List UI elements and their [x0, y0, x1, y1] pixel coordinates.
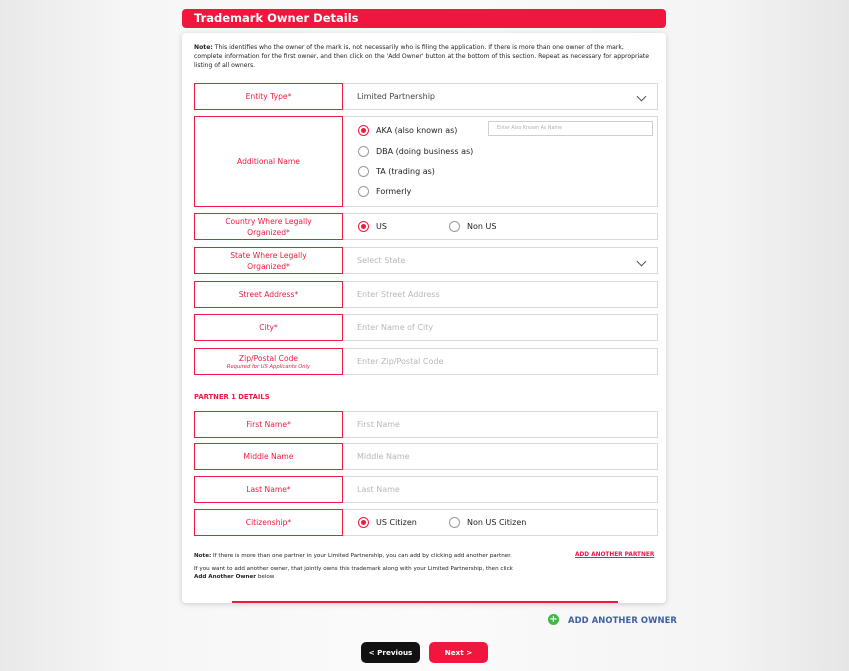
- radio-option-us-citizen[interactable]: [358, 517, 417, 528]
- partner-note-text: If there is more than one partner in your Limited Partnership, you can add by clicking add another partner.: [213, 553, 512, 559]
- country-label: [194, 213, 343, 240]
- middle-name-placeholder: Middle Name: [357, 452, 410, 461]
- section-header: Trademark Owner Details: [182, 9, 666, 28]
- radio-non-us-citizen[interactable]: [449, 517, 460, 528]
- radio-ta[interactable]: [358, 166, 369, 177]
- city-label-text: City*: [259, 323, 278, 332]
- zip-label-text: Zip/Postal Code: [238, 353, 299, 363]
- street-label: [194, 281, 343, 308]
- partner-section-title: PARTNER 1 DETAILS: [194, 393, 270, 401]
- owner-details-card: [182, 33, 666, 603]
- street-input[interactable]: [343, 281, 658, 308]
- state-placeholder: Select State: [357, 256, 406, 265]
- aka-label: AKA (also known as): [376, 126, 458, 135]
- middle-name-label: [194, 443, 343, 470]
- plus-circle-icon: +: [549, 614, 558, 625]
- radio-non-us[interactable]: [449, 221, 460, 232]
- country-label-text: Country Where Legally Organized*: [225, 216, 312, 237]
- owner-note: [194, 43, 654, 70]
- state-select[interactable]: [343, 247, 658, 274]
- radio-option-us[interactable]: [358, 221, 387, 232]
- add-another-owner-button[interactable]: [548, 614, 677, 625]
- city-input[interactable]: [343, 314, 658, 341]
- entity-type-value: Limited Partnership: [357, 92, 435, 101]
- note-text: This identifies who the owner of the mark is, not necessarily who is filing the application. If there is more than one owner of the mark, complete information for the first owner, and then click on the 'Add Owner' button at the bottom of this section. Repeat as necessary for appropriate listing of all owners.: [194, 44, 650, 69]
- last-name-label: [194, 476, 343, 503]
- zip-sublabel: Required for US Applicants Only: [226, 363, 311, 370]
- middle-name-label-text: Middle Name: [243, 452, 294, 461]
- street-label-text: Street Address*: [238, 290, 299, 299]
- card-accent-line: [232, 601, 618, 603]
- state-label-text: State Where Legally Organized*: [230, 250, 307, 271]
- owner-note-text: If you want to add another owner, that jointly owns this trademark along with your Limited Partnership, then click: [194, 566, 513, 572]
- radio-formerly[interactable]: [358, 186, 369, 197]
- previous-button[interactable]: < Previous: [361, 642, 420, 663]
- additional-name-label: [194, 116, 343, 207]
- entity-type-label: [194, 83, 343, 110]
- zip-label: [194, 348, 343, 375]
- radio-aka[interactable]: [358, 125, 369, 136]
- owner-note-end: below: [257, 573, 275, 580]
- radio-option-ta[interactable]: [358, 166, 435, 177]
- chevron-down-icon: [637, 257, 647, 267]
- radio-us-citizen[interactable]: [358, 517, 369, 528]
- zip-placeholder: Enter Zip/Postal Code: [357, 357, 444, 366]
- radio-option-aka[interactable]: [358, 125, 457, 136]
- first-name-input[interactable]: [343, 411, 658, 438]
- first-name-label: [194, 411, 343, 438]
- add-owner-label: ADD ANOTHER OWNER: [568, 614, 677, 625]
- non-us-label: Non US: [467, 222, 497, 231]
- aka-name-input[interactable]: [488, 121, 653, 136]
- formerly-label: Formerly: [376, 187, 412, 196]
- add-another-partner-link[interactable]: ADD ANOTHER PARTNER: [575, 552, 655, 558]
- first-name-placeholder: First Name: [357, 420, 400, 429]
- entity-type-label-text: Entity Type*: [245, 92, 292, 101]
- partner-note: [194, 552, 512, 560]
- us-citizen-label: US Citizen: [376, 518, 417, 527]
- us-label: US: [376, 222, 387, 231]
- middle-name-input[interactable]: [343, 443, 658, 470]
- entity-type-select[interactable]: [343, 83, 658, 110]
- citizenship-label-text: Citizenship*: [245, 518, 292, 527]
- citizenship-label: [194, 509, 343, 536]
- radio-option-non-us-citizen[interactable]: [449, 517, 526, 528]
- owner-note-bold: Add Another Owner: [194, 573, 257, 580]
- next-button[interactable]: Next >: [429, 642, 488, 663]
- last-name-label-text: Last Name*: [246, 485, 291, 494]
- city-label: [194, 314, 343, 341]
- ta-label: TA (trading as): [376, 167, 435, 176]
- first-name-label-text: First Name*: [246, 420, 291, 429]
- radio-us[interactable]: [358, 221, 369, 232]
- owner-bottom-note: [194, 566, 554, 581]
- dba-label: DBA (doing business as): [376, 147, 474, 156]
- radio-option-dba[interactable]: [358, 146, 473, 157]
- last-name-input[interactable]: [343, 476, 658, 503]
- radio-dba[interactable]: [358, 146, 369, 157]
- radio-option-formerly[interactable]: [358, 186, 411, 197]
- aka-placeholder: Enter Also Known As Name: [497, 126, 563, 131]
- state-label: [194, 247, 343, 274]
- chevron-down-icon: [637, 92, 647, 102]
- street-placeholder: Enter Street Address: [357, 290, 440, 299]
- zip-input[interactable]: [343, 348, 658, 375]
- partner-note-label: Note:: [194, 553, 212, 559]
- additional-name-label-text: Additional Name: [237, 157, 300, 166]
- note-label: Note:: [194, 44, 213, 51]
- city-placeholder: Enter Name of City: [357, 323, 434, 332]
- non-us-citizen-label: Non US Citizen: [467, 518, 527, 527]
- last-name-placeholder: Last Name: [357, 485, 400, 494]
- radio-option-non-us[interactable]: [449, 221, 496, 232]
- country-radio-group: [343, 213, 658, 240]
